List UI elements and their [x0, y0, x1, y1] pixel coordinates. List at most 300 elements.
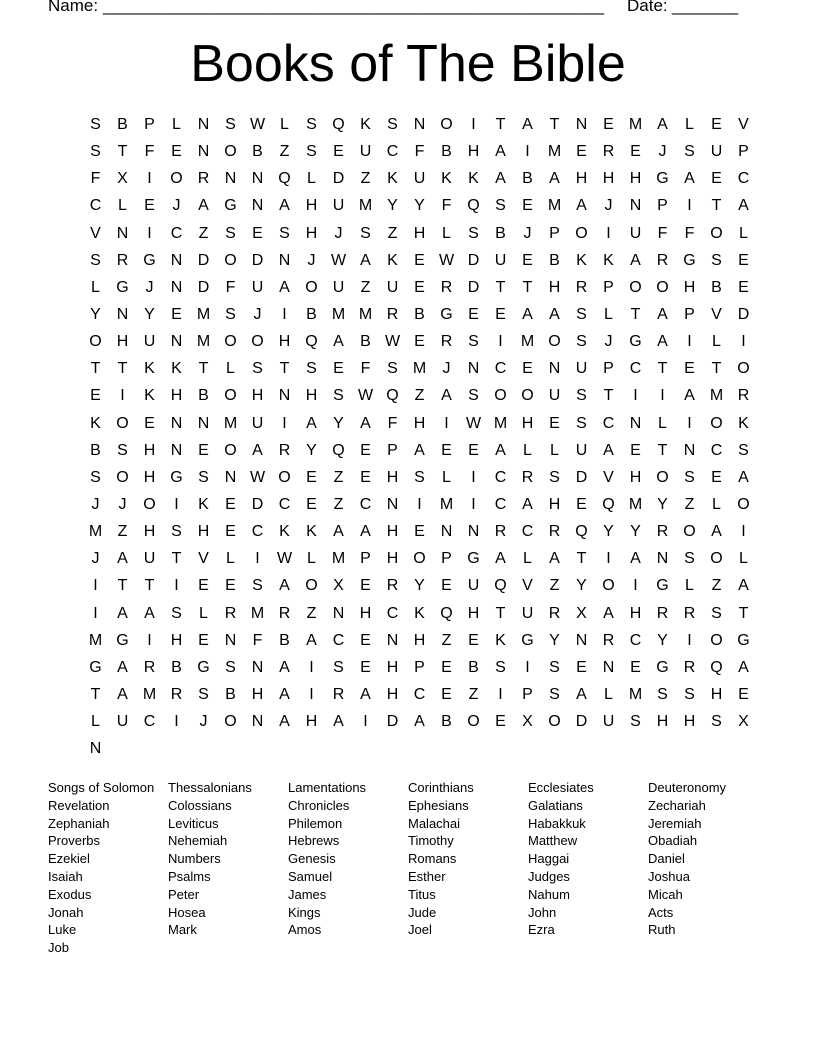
grid-letter: D — [251, 251, 264, 269]
grid-letter: B — [522, 170, 533, 188]
grid-letter: L — [226, 360, 235, 378]
grid-letter: M — [520, 333, 535, 351]
grid-letter: I — [309, 658, 314, 676]
grid-letter: A — [117, 685, 128, 703]
grid-letter: R — [737, 387, 750, 405]
word-list-column — [288, 779, 408, 957]
grid-letter: P — [522, 685, 533, 703]
grid-letter: V — [522, 577, 533, 595]
grid-letter: Q — [332, 116, 345, 133]
word-list-item: Ecclesiates — [528, 780, 594, 795]
grid-letter: B — [306, 305, 317, 323]
grid-letter: X — [576, 604, 587, 622]
grid-letter: E — [360, 468, 371, 486]
grid-letter: T — [144, 577, 155, 595]
grid-letter: H — [305, 224, 318, 242]
word-list-item: Matthew — [528, 833, 578, 849]
grid-letter: U — [251, 414, 264, 432]
grid-letter: I — [417, 495, 422, 513]
grid-letter: E — [306, 468, 317, 486]
word-list-item: Kings — [288, 904, 321, 920]
grid-letter: E — [171, 305, 182, 323]
grid-letter: S — [468, 387, 479, 405]
grid-letter: S — [711, 713, 722, 731]
grid-letter: I — [633, 577, 638, 595]
grid-letter: B — [117, 116, 128, 133]
word-list-item: Amos — [288, 922, 322, 938]
grid-letter: A — [711, 523, 722, 541]
grid-letter: A — [360, 523, 371, 541]
grid-letter: K — [171, 360, 182, 378]
grid-letter: L — [712, 333, 721, 351]
grid-letter: W — [384, 333, 401, 351]
grid-letter: I — [471, 468, 476, 486]
grid-letter: O — [710, 631, 723, 649]
grid-letter: U — [602, 713, 615, 731]
grid-letter: J — [172, 197, 181, 215]
grid-letter: O — [116, 414, 129, 432]
grid-letter: J — [523, 224, 532, 242]
grid-letter: A — [117, 604, 128, 622]
grid-letter: E — [711, 170, 722, 188]
grid-letter: N — [197, 116, 210, 133]
grid-letter: N — [170, 278, 183, 296]
grid-letter: V — [90, 224, 101, 242]
grid-letter: E — [360, 441, 371, 459]
grid-letter: H — [305, 713, 318, 731]
grid-letter: O — [170, 170, 183, 188]
grid-letter: C — [251, 523, 264, 541]
grid-letter: N — [548, 360, 561, 378]
grid-letter: I — [174, 713, 179, 731]
grid-letter: W — [465, 414, 482, 432]
grid-letter: S — [549, 468, 560, 486]
grid-letter: F — [90, 170, 101, 188]
grid-letter: F — [252, 631, 263, 649]
grid-letter: R — [656, 251, 669, 269]
grid-letter: E — [306, 495, 317, 513]
grid-letter: F — [360, 360, 371, 378]
grid-letter: B — [90, 441, 101, 459]
grid-letter: Q — [494, 577, 507, 595]
grid-letter: I — [174, 495, 179, 513]
grid-letter: L — [739, 224, 748, 242]
grid-letter: E — [360, 631, 371, 649]
word-list-item: Psalms — [168, 868, 211, 884]
word-list-column — [408, 779, 528, 957]
grid-letter: R — [521, 468, 534, 486]
grid-letter: D — [197, 251, 210, 269]
grid-letter: J — [118, 495, 127, 513]
grid-letter: K — [441, 170, 452, 188]
grid-letter: J — [442, 360, 451, 378]
grid-letter: H — [386, 468, 399, 486]
grid-letter: D — [197, 278, 210, 296]
grid-letter: A — [441, 387, 452, 405]
grid-letter: O — [494, 387, 507, 405]
grid-letter: M — [88, 523, 103, 541]
word-list-item: Jonah — [48, 904, 84, 920]
grid-letter: O — [683, 523, 696, 541]
word-list-item: Titus — [408, 886, 436, 902]
grid-letter: J — [91, 550, 100, 568]
grid-letter: I — [660, 387, 665, 405]
grid-letter: S — [90, 143, 101, 161]
grid-letter: U — [251, 278, 264, 296]
grid-letter: A — [684, 387, 695, 405]
word-search-grid — [82, 111, 757, 762]
grid-letter: B — [711, 278, 722, 296]
grid-letter: C — [386, 604, 399, 622]
grid-letter: D — [467, 251, 480, 269]
grid-letter: R — [494, 523, 507, 541]
grid-letter: Z — [333, 468, 344, 486]
grid-letter: R — [548, 523, 561, 541]
grid-letter: A — [738, 468, 749, 486]
grid-letter: E — [495, 713, 506, 731]
grid-letter: F — [225, 278, 236, 296]
grid-letter: S — [306, 116, 317, 133]
grid-letter: M — [331, 550, 346, 568]
grid-letter: O — [89, 333, 102, 351]
word-list-item: Job — [48, 940, 69, 956]
grid-letter: W — [249, 468, 266, 486]
grid-letter: R — [197, 170, 210, 188]
grid-letter: Z — [414, 387, 425, 405]
grid-letter: K — [279, 523, 290, 541]
grid-letter: G — [143, 251, 156, 269]
word-list-item: Nehemiah — [168, 833, 228, 849]
grid-letter: A — [279, 658, 290, 676]
grid-letter: F — [657, 224, 668, 242]
word-list-item: Proverbs — [48, 833, 101, 849]
grid-letter: G — [116, 278, 129, 296]
grid-letter: U — [386, 278, 399, 296]
grid-letter: R — [440, 278, 453, 296]
word-list-item: Timothy — [408, 833, 454, 849]
grid-letter: S — [90, 116, 101, 133]
grid-letter: D — [332, 170, 345, 188]
word-list-item: Nahum — [528, 886, 570, 902]
grid-letter: A — [252, 441, 263, 459]
grid-letter: W — [249, 116, 266, 133]
grid-letter: I — [93, 577, 98, 595]
grid-letter: K — [306, 523, 317, 541]
grid-letter: S — [549, 658, 560, 676]
grid-letter: N — [251, 658, 264, 676]
grid-letter: E — [333, 360, 344, 378]
grid-letter: E — [360, 577, 371, 595]
grid-letter: S — [657, 685, 668, 703]
word-list-item: Esther — [408, 868, 446, 884]
grid-letter: R — [332, 685, 345, 703]
grid-letter: J — [253, 305, 262, 323]
grid-letter: E — [198, 577, 209, 595]
grid-letter: A — [576, 685, 587, 703]
grid-letter: S — [306, 360, 317, 378]
grid-letter: J — [145, 278, 154, 296]
grid-letter: K — [360, 116, 371, 133]
grid-letter: N — [251, 197, 264, 215]
grid-letter: I — [282, 414, 287, 432]
word-list-item: Obadiah — [648, 833, 698, 849]
grid-letter: R — [683, 604, 696, 622]
grid-letter: K — [198, 495, 209, 513]
grid-letter: N — [116, 224, 129, 242]
grid-letter: A — [306, 631, 317, 649]
grid-letter: O — [224, 713, 237, 731]
grid-letter: P — [144, 116, 155, 133]
word-list-item: Habakkuk — [528, 815, 586, 831]
grid-letter: S — [333, 658, 344, 676]
grid-letter: K — [387, 170, 398, 188]
grid-letter: O — [251, 333, 264, 351]
grid-letter: S — [306, 143, 317, 161]
grid-letter: L — [199, 604, 208, 622]
grid-letter: S — [495, 197, 506, 215]
grid-letter: C — [89, 197, 102, 215]
word-list-item: Lamentations — [288, 780, 367, 795]
grid-letter: E — [360, 658, 371, 676]
grid-letter: A — [738, 577, 749, 595]
grid-letter: S — [387, 360, 398, 378]
grid-letter: I — [93, 604, 98, 622]
grid-letter: E — [144, 197, 155, 215]
grid-letter: R — [143, 658, 156, 676]
grid-letter: S — [414, 468, 425, 486]
grid-letter: S — [549, 685, 560, 703]
word-list-item: Zephaniah — [48, 815, 110, 831]
grid-letter: E — [549, 414, 560, 432]
grid-letter: R — [602, 631, 615, 649]
grid-letter: A — [738, 658, 749, 676]
grid-letter: R — [278, 604, 291, 622]
word-list-item: Mark — [168, 922, 197, 938]
name-field[interactable]: _____________________________________________________ — [103, 0, 605, 15]
grid-letter: A — [333, 523, 344, 541]
grid-letter: E — [225, 523, 236, 541]
grid-letter: L — [685, 116, 694, 133]
word-list-item: Genesis — [288, 851, 336, 867]
grid-letter: K — [144, 387, 155, 405]
grid-letter: L — [172, 116, 181, 133]
grid-letter: N — [89, 740, 102, 758]
grid-letter: I — [606, 224, 611, 242]
grid-letter: M — [331, 305, 346, 323]
grid-letter: E — [711, 116, 722, 133]
word-list-item: Romans — [408, 851, 457, 867]
grid-letter: G — [440, 305, 453, 323]
grid-letter: E — [684, 360, 695, 378]
grid-letter: H — [359, 604, 372, 622]
grid-letter: I — [525, 658, 530, 676]
grid-letter: O — [710, 224, 723, 242]
grid-letter: C — [737, 170, 750, 188]
grid-letter: N — [386, 631, 399, 649]
grid-letter: A — [495, 170, 506, 188]
grid-letter: H — [116, 333, 129, 351]
grid-letter: E — [603, 116, 614, 133]
grid-letter: I — [444, 414, 449, 432]
grid-letter: O — [710, 414, 723, 432]
grid-letter: C — [386, 143, 399, 161]
grid-letter: C — [494, 468, 507, 486]
grid-letter: G — [629, 333, 642, 351]
grid-letter: R — [575, 278, 588, 296]
grid-letter: J — [91, 495, 100, 513]
grid-letter: E — [522, 197, 533, 215]
grid-letter: L — [91, 278, 100, 296]
grid-letter: S — [225, 224, 236, 242]
word-list-item: Acts — [648, 904, 674, 920]
grid-letter: A — [549, 305, 560, 323]
word-list-item: Leviticus — [168, 815, 219, 831]
grid-letter: V — [738, 116, 749, 133]
word-list-item: Luke — [48, 922, 77, 938]
grid-letter: Y — [387, 197, 398, 215]
grid-letter: H — [143, 523, 156, 541]
word-list-item: Haggai — [528, 851, 570, 867]
grid-letter: K — [738, 414, 749, 432]
grid-letter: S — [333, 387, 344, 405]
grid-letter: E — [468, 305, 479, 323]
word-list-item: Hosea — [168, 904, 206, 920]
grid-letter: S — [576, 305, 587, 323]
grid-letter: A — [360, 414, 371, 432]
grid-letter: D — [467, 278, 480, 296]
date-field[interactable]: _______ — [672, 0, 739, 15]
grid-letter: S — [171, 604, 182, 622]
grid-letter: D — [737, 305, 750, 323]
grid-letter: R — [224, 604, 237, 622]
grid-letter: R — [116, 251, 129, 269]
grid-letter: N — [467, 523, 480, 541]
grid-letter: Z — [306, 604, 317, 622]
grid-letter: A — [657, 333, 668, 351]
grid-letter: F — [441, 197, 452, 215]
grid-letter: W — [330, 251, 347, 269]
grid-letter: H — [629, 170, 642, 188]
grid-letter: C — [521, 523, 534, 541]
grid-letter: N — [170, 414, 183, 432]
grid-letter: K — [90, 414, 101, 432]
grid-letter: E — [441, 441, 452, 459]
grid-letter: E — [171, 143, 182, 161]
grid-letter: D — [575, 468, 588, 486]
grid-letter: Z — [117, 523, 128, 541]
grid-letter: H — [278, 333, 291, 351]
grid-letter: I — [525, 143, 530, 161]
grid-letter: H — [305, 197, 318, 215]
grid-letter: N — [467, 360, 480, 378]
grid-letter: H — [710, 685, 723, 703]
grid-letter: O — [224, 251, 237, 269]
grid-letter: S — [90, 468, 101, 486]
grid-letter: Z — [198, 224, 209, 242]
grid-letter: E — [522, 251, 533, 269]
grid-letter: M — [628, 685, 643, 703]
word-list-item: Micah — [648, 886, 683, 902]
grid-letter: L — [604, 305, 613, 323]
grid-letter: N — [575, 631, 588, 649]
grid-letter: E — [738, 685, 749, 703]
grid-letter: M — [493, 414, 508, 432]
grid-letter: H — [413, 414, 426, 432]
grid-letter: O — [143, 495, 156, 513]
word-list-item: Isaiah — [48, 868, 83, 884]
grid-letter: I — [606, 550, 611, 568]
grid-letter: L — [307, 550, 316, 568]
grid-letter: O — [656, 468, 669, 486]
grid-letter: C — [710, 441, 723, 459]
grid-letter: E — [576, 658, 587, 676]
grid-letter: G — [197, 658, 210, 676]
grid-letter: Z — [711, 577, 722, 595]
grid-letter: N — [575, 116, 588, 133]
grid-letter: H — [386, 685, 399, 703]
grid-letter: O — [737, 495, 750, 513]
grid-letter: N — [629, 414, 642, 432]
grid-letter: G — [656, 577, 669, 595]
grid-letter: A — [495, 550, 506, 568]
grid-letter: S — [630, 713, 641, 731]
grid-letter: N — [413, 116, 426, 133]
grid-letter: U — [548, 387, 561, 405]
grid-letter: S — [225, 658, 236, 676]
grid-letter: R — [656, 523, 669, 541]
grid-letter: U — [710, 143, 723, 161]
grid-letter: A — [657, 116, 668, 133]
grid-letter: L — [523, 550, 532, 568]
grid-letter: I — [741, 333, 746, 351]
grid-letter: P — [603, 360, 614, 378]
grid-letter: O — [116, 468, 129, 486]
grid-letter: E — [468, 441, 479, 459]
grid-letter: A — [198, 197, 209, 215]
grid-letter: N — [170, 251, 183, 269]
grid-letter: L — [712, 495, 721, 513]
grid-letter: C — [278, 495, 291, 513]
grid-letter: Q — [710, 658, 723, 676]
grid-letter: U — [629, 224, 642, 242]
grid-letter: I — [282, 305, 287, 323]
grid-letter: S — [684, 550, 695, 568]
grid-letter: S — [468, 333, 479, 351]
grid-letter: U — [575, 360, 588, 378]
grid-letter: K — [414, 604, 425, 622]
grid-letter: L — [658, 414, 667, 432]
grid-letter: F — [387, 414, 398, 432]
grid-letter: E — [414, 278, 425, 296]
grid-letter: I — [309, 685, 314, 703]
word-list-item: Ruth — [648, 922, 676, 938]
grid-letter: H — [251, 685, 264, 703]
grid-letter: A — [522, 116, 533, 133]
grid-letter: K — [576, 251, 587, 269]
grid-letter: A — [495, 441, 506, 459]
grid-letter: V — [711, 305, 722, 323]
grid-letter: P — [441, 550, 452, 568]
word-list-item: Chronicles — [288, 797, 350, 813]
grid-letter: H — [413, 631, 426, 649]
grid-letter: S — [738, 441, 749, 459]
grid-letter: Y — [306, 441, 317, 459]
grid-letter: C — [602, 414, 615, 432]
word-list-item: Ephesians — [408, 797, 469, 813]
grid-letter: T — [117, 360, 128, 378]
grid-letter: T — [711, 360, 722, 378]
grid-letter: P — [738, 143, 749, 161]
